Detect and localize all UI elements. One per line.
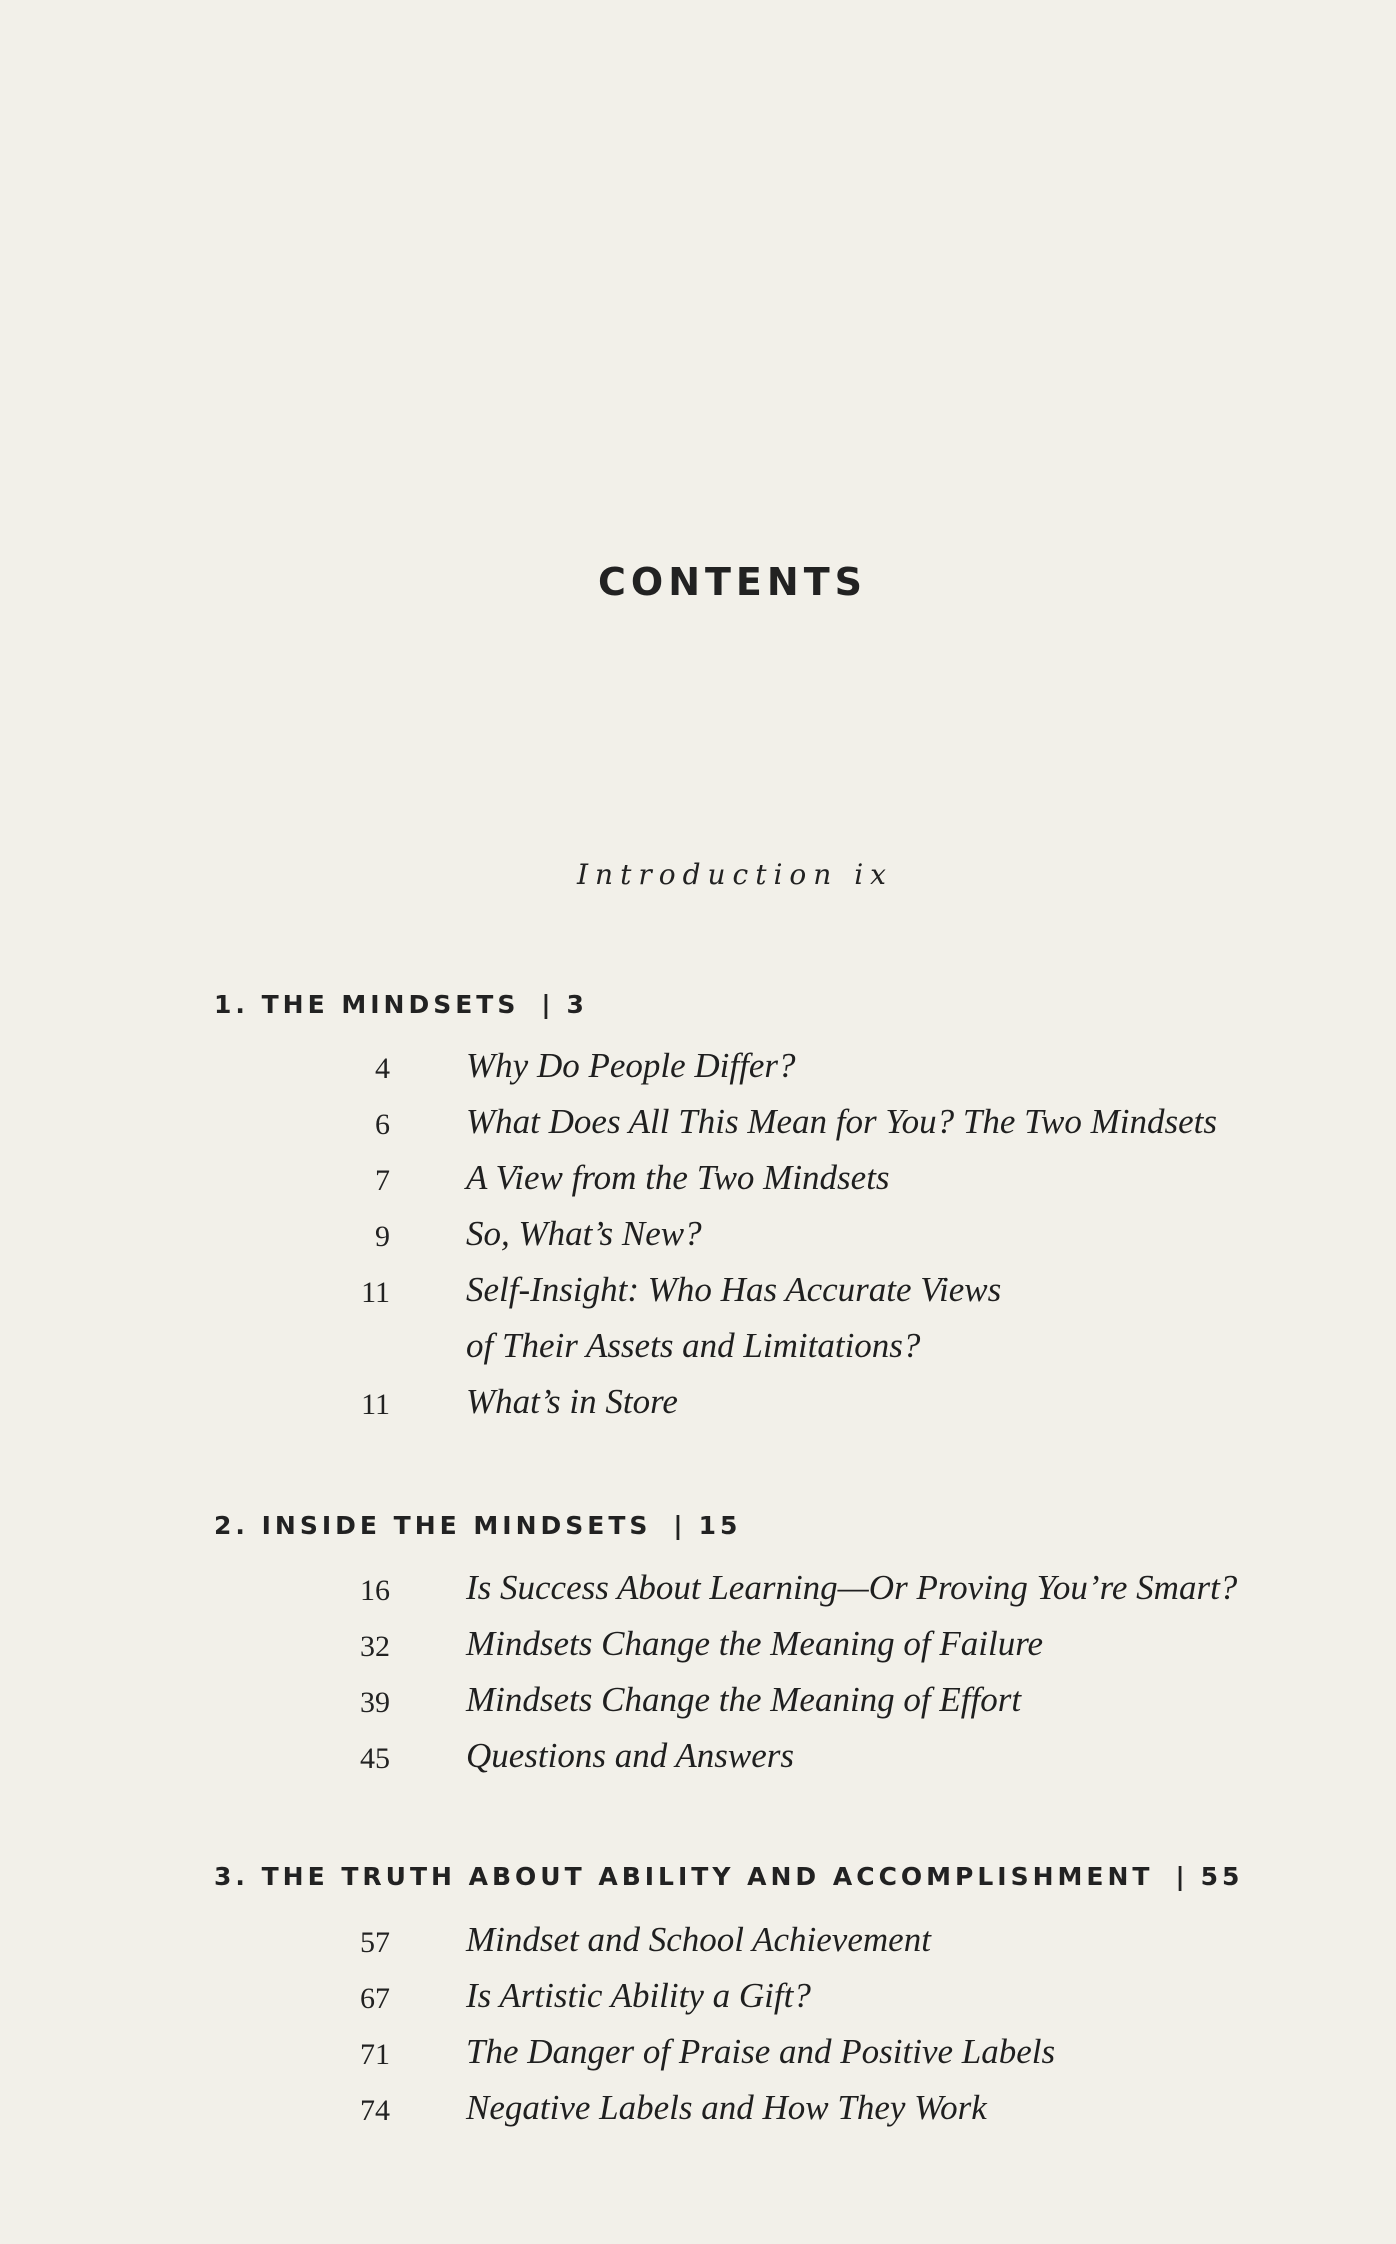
toc-entry <box>0 1382 1396 1438</box>
entry-page: 4 <box>375 1052 390 1085</box>
entry-title: Mindset and School Achievement <box>466 1920 931 1959</box>
toc-entry <box>0 1976 1396 2032</box>
entry-title: of Their Assets and Limitations? <box>466 1326 921 1365</box>
entry-title: So, What’s New? <box>466 1214 702 1253</box>
entry-page: 57 <box>360 1926 390 1959</box>
entry-page: 16 <box>360 1574 390 1607</box>
toc-entry <box>0 1624 1396 1680</box>
entry-title: What Does All This Mean for You? The Two Mindsets <box>466 1102 1217 1141</box>
toc-entry <box>0 1680 1396 1736</box>
toc-entry <box>0 1920 1396 1976</box>
entry-title: Mindsets Change the Meaning of Effort <box>466 1680 1022 1719</box>
entry-title: A View from the Two Mindsets <box>466 1158 890 1197</box>
chapter-title: 3. THE TRUTH ABOUT ABILITY AND ACCOMPLISHMENT <box>214 1862 1154 1891</box>
chapter-title: 2. INSIDE THE MINDSETS <box>214 1511 652 1540</box>
toc-entry <box>0 2032 1396 2088</box>
entry-page: 39 <box>360 1686 390 1719</box>
separator: | <box>1175 1862 1189 1891</box>
chapter-title: 1. THE MINDSETS <box>214 990 520 1019</box>
chapter-page: 15 <box>698 1511 742 1540</box>
separator: | <box>541 990 555 1019</box>
chapter-heading <box>214 990 588 1019</box>
toc-entry <box>0 2088 1396 2144</box>
separator: | <box>673 1511 687 1540</box>
chapter-heading <box>214 1511 741 1540</box>
entry-title: Self-Insight: Who Has Accurate Views <box>466 1270 1002 1309</box>
toc-entry <box>0 1102 1396 1158</box>
chapter-page: 3 <box>566 990 588 1019</box>
entry-page: 7 <box>375 1164 390 1197</box>
entry-page: 45 <box>360 1742 390 1775</box>
toc-entry <box>0 1736 1396 1792</box>
entry-title: Questions and Answers <box>466 1736 794 1775</box>
toc-entry-continuation <box>0 1326 1396 1382</box>
chapter-page: 55 <box>1200 1862 1244 1891</box>
toc-entry <box>0 1158 1396 1214</box>
toc-entry <box>0 1568 1396 1624</box>
toc-entry <box>0 1214 1396 1270</box>
entry-title: Why Do People Differ? <box>466 1046 796 1085</box>
entry-page: 9 <box>375 1220 390 1253</box>
entry-title: Is Success About Learning—Or Proving You’re Smart? <box>466 1568 1238 1607</box>
entry-page: 11 <box>361 1388 390 1421</box>
entry-title: What’s in Store <box>466 1382 678 1421</box>
entry-page: 74 <box>360 2094 390 2127</box>
entry-page: 6 <box>375 1108 390 1141</box>
entry-page: 71 <box>360 2038 390 2071</box>
introduction-entry: Introduction ix <box>577 858 893 891</box>
page-title: CONTENTS <box>598 560 867 604</box>
entry-page: 67 <box>360 1982 390 2015</box>
entry-title: Negative Labels and How They Work <box>466 2088 987 2127</box>
entry-title: The Danger of Praise and Positive Labels <box>466 2032 1056 2071</box>
entry-title: Is Artistic Ability a Gift? <box>466 1976 811 2015</box>
entry-title: Mindsets Change the Meaning of Failure <box>466 1624 1044 1663</box>
toc-entry <box>0 1270 1396 1326</box>
entry-page: 11 <box>361 1276 390 1309</box>
entry-page: 32 <box>360 1630 390 1663</box>
toc-entry <box>0 1046 1396 1102</box>
chapter-heading <box>214 1862 1243 1891</box>
